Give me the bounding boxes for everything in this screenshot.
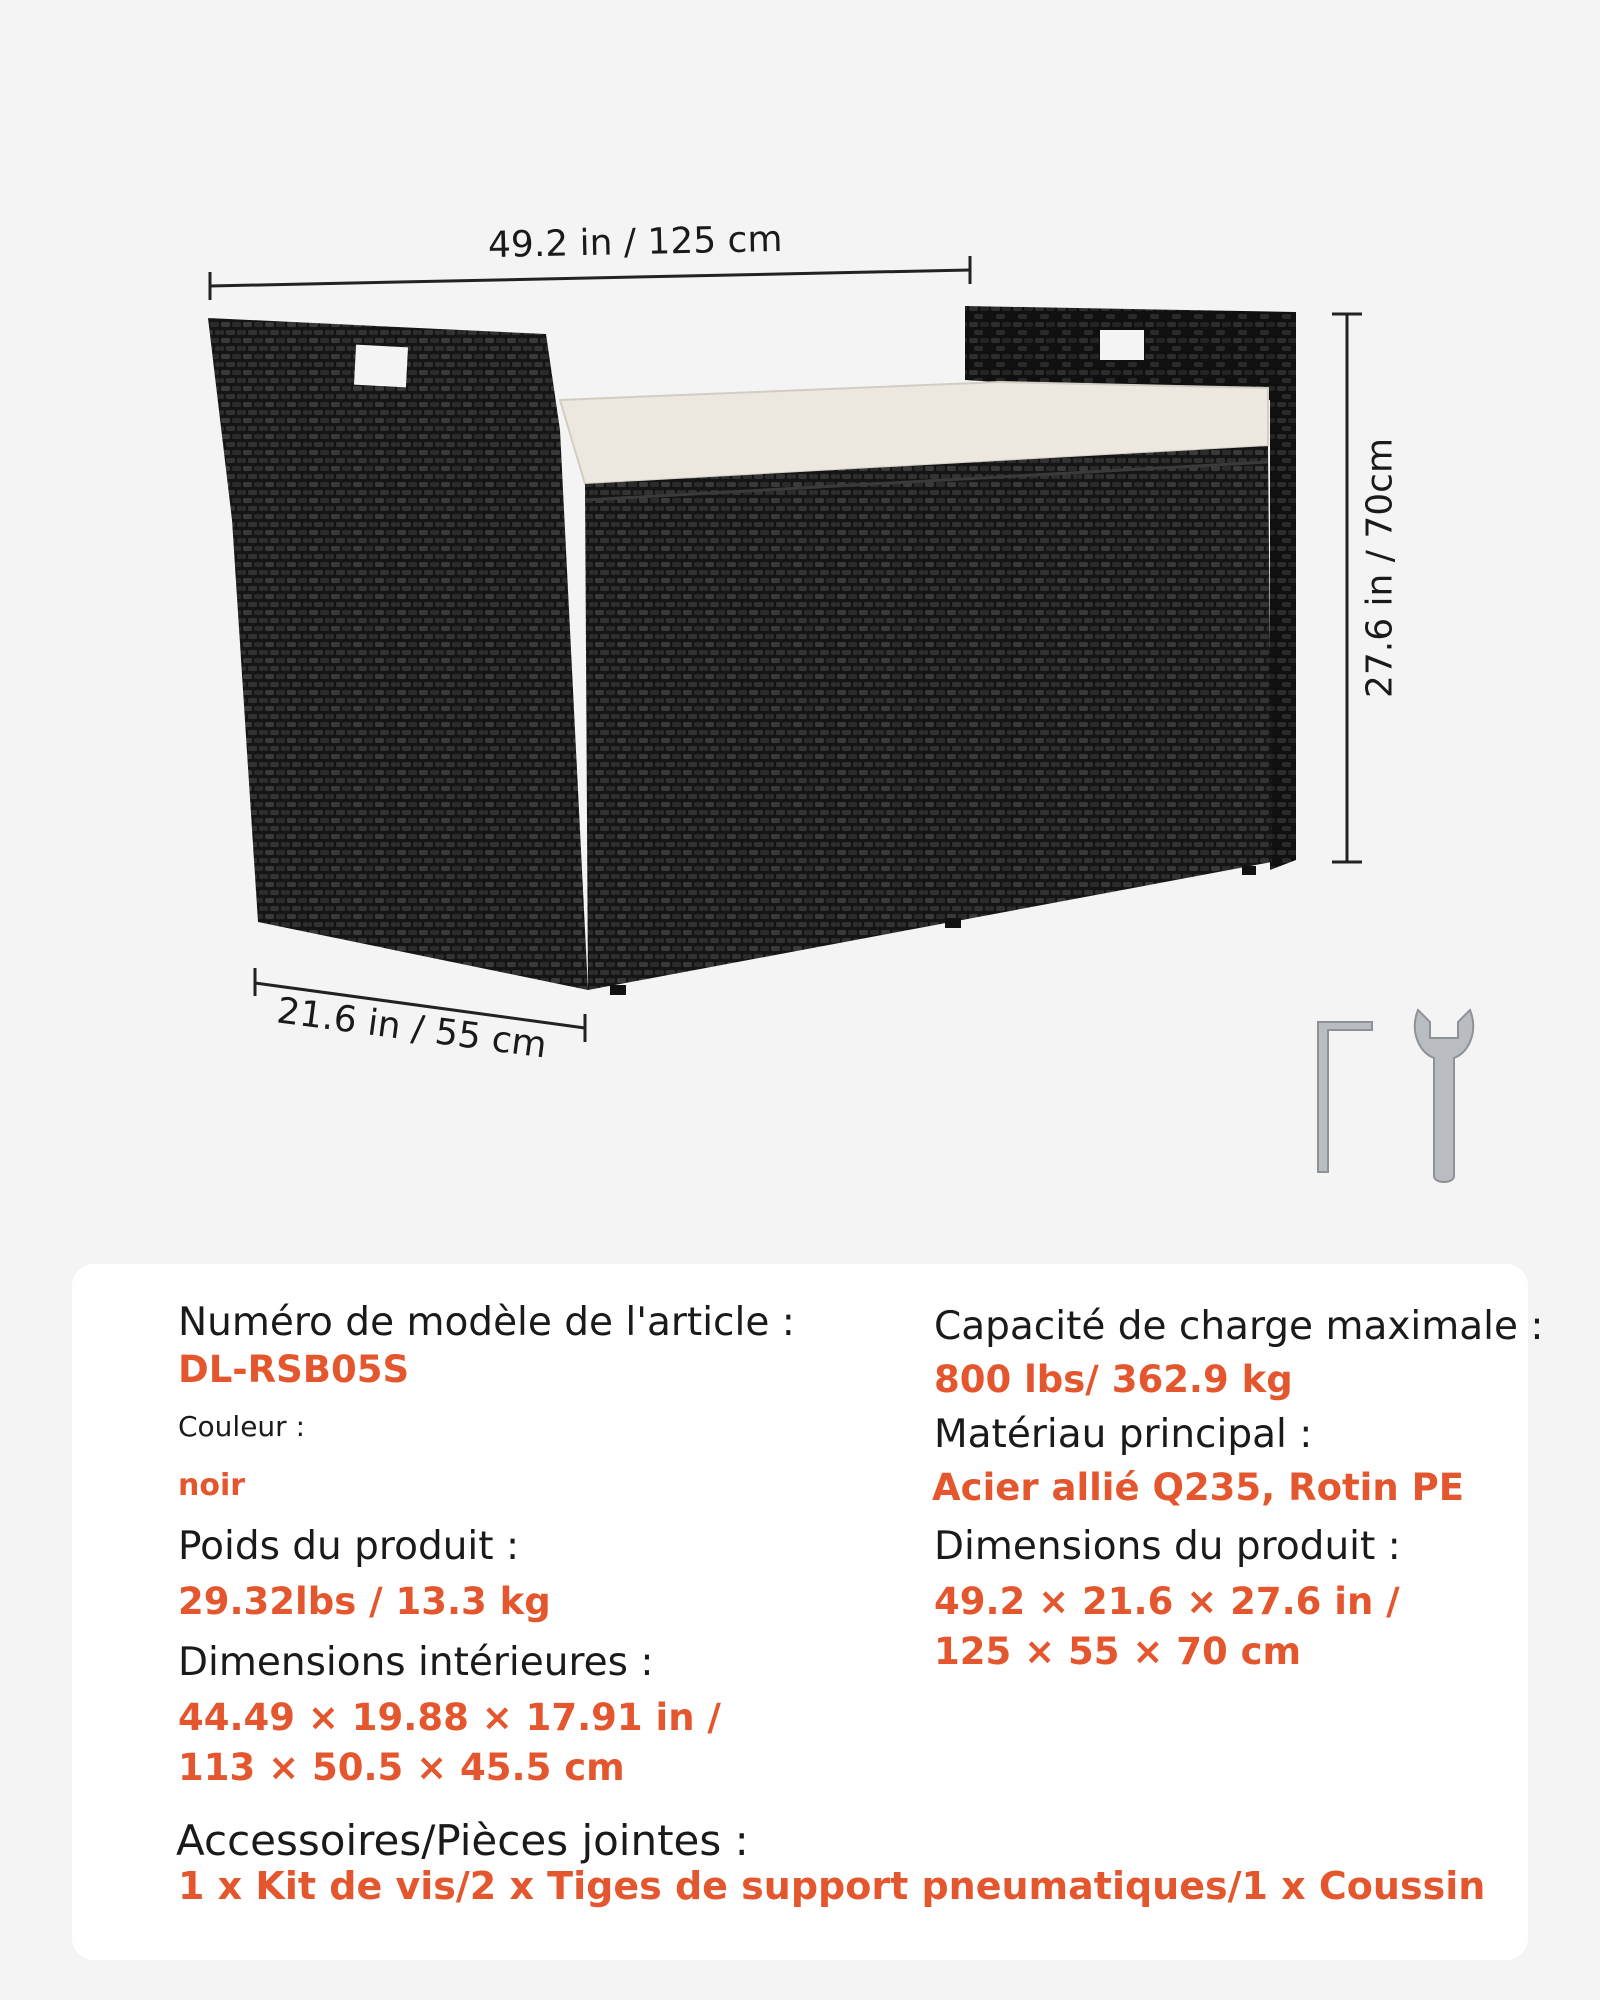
capacity-value: 800 lbs/ 362.9 kg bbox=[934, 1358, 1293, 1401]
capacity-label: Capacité de charge maximale : bbox=[934, 1304, 1544, 1349]
product-dims-value-1: 49.2 × 21.6 × 27.6 in / bbox=[934, 1580, 1400, 1623]
allen-key-icon bbox=[1318, 1022, 1372, 1172]
interior-value-1: 44.49 × 19.88 × 17.91 in / bbox=[178, 1696, 721, 1739]
weight-label: Poids du produit : bbox=[178, 1524, 520, 1569]
height-label: 27.6 in / 70cm bbox=[1359, 437, 1401, 699]
material-value: Acier allié Q235, Rotin PE bbox=[932, 1466, 1464, 1509]
bench-front-panel bbox=[585, 446, 1272, 990]
right-handle-hole bbox=[1100, 330, 1144, 360]
color-label: Couleur : bbox=[178, 1410, 306, 1443]
left-handle-hole bbox=[354, 345, 408, 388]
product-dims-value-2: 125 × 55 × 70 cm bbox=[934, 1630, 1302, 1673]
width-label: 49.2 in / 125 cm bbox=[487, 218, 783, 267]
bench-left-arm bbox=[208, 318, 588, 990]
product-dims-label: Dimensions du produit : bbox=[934, 1524, 1401, 1569]
wrench-icon bbox=[1415, 1010, 1473, 1182]
model-label: Numéro de modèle de l'article : bbox=[178, 1300, 795, 1345]
weight-value: 29.32lbs / 13.3 kg bbox=[178, 1580, 551, 1623]
interior-label: Dimensions intérieures : bbox=[178, 1640, 654, 1685]
interior-value-2: 113 × 50.5 × 45.5 cm bbox=[178, 1746, 625, 1789]
depth-label: 21.6 in / 55 cm bbox=[274, 990, 550, 1067]
accessories-label: Accessoires/Pièces jointes : bbox=[176, 1816, 749, 1865]
height-dimension-line bbox=[1332, 314, 1362, 862]
model-value: DL-RSB05S bbox=[178, 1348, 410, 1391]
material-label: Matériau principal : bbox=[934, 1412, 1313, 1457]
color-value: noir bbox=[178, 1468, 246, 1503]
spec-card bbox=[72, 1264, 1544, 1960]
accessories-value: 1 x Kit de vis/2 x Tiges de support pneumatiques/1 x Coussin bbox=[178, 1864, 1486, 1908]
